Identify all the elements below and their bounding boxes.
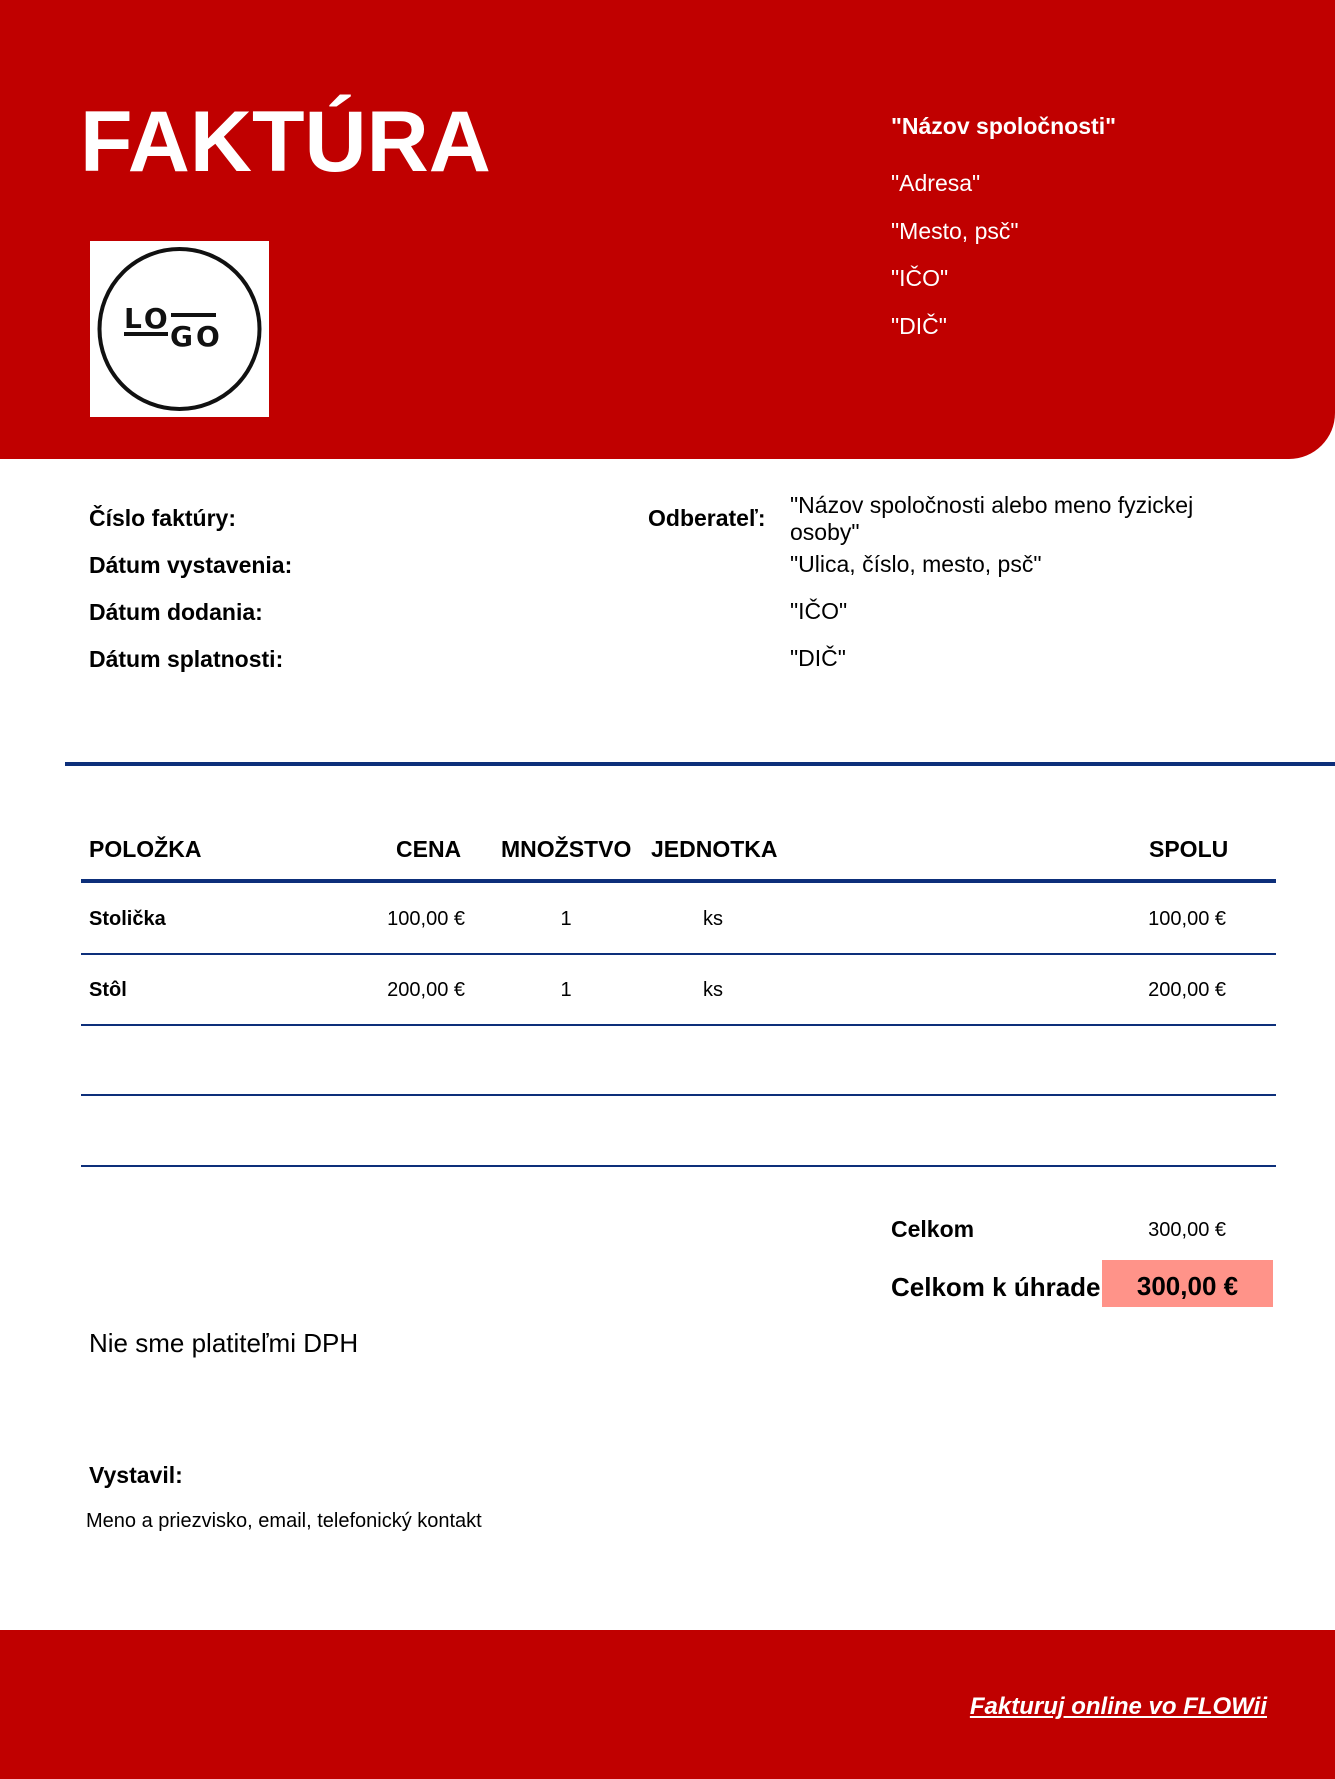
- table-row-rule: [81, 1024, 1276, 1026]
- seller-ico: "IČO": [891, 265, 949, 291]
- row1-quantity: 1: [560, 908, 572, 930]
- table-row-rule: [81, 953, 1276, 955]
- company-logo: [90, 241, 269, 417]
- buyer-label: Odberateľ:: [648, 505, 766, 531]
- row1-unit: ks: [703, 908, 723, 930]
- logo-icon: [90, 241, 269, 417]
- issuer-contact: Meno a priezvisko, email, telefonický kontakt: [86, 1510, 482, 1532]
- vat-note: Nie sme platiteľmi DPH: [89, 1328, 359, 1358]
- table-row-rule: [81, 1165, 1276, 1167]
- col-header-unit: JEDNOTKA: [651, 836, 778, 862]
- issue-date-label: Dátum vystavenia:: [89, 552, 293, 578]
- table-header-rule: [81, 879, 1276, 883]
- buyer-name-line2: osoby": [790, 519, 860, 545]
- col-header-price: CENA: [396, 836, 462, 862]
- due-date-label: Dátum splatnosti:: [89, 646, 284, 672]
- flowii-link[interactable]: Fakturuj online vo FLOWii: [969, 1693, 1267, 1720]
- section-divider: [65, 762, 1335, 766]
- row1-price: 100,00 €: [387, 908, 465, 930]
- svg-text:GO: GO: [170, 320, 223, 353]
- amount-due-value: 300,00 €: [1136, 1271, 1239, 1301]
- table-row-rule: [81, 1094, 1276, 1096]
- row2-price: 200,00 €: [387, 979, 465, 1001]
- row2-quantity: 1: [560, 979, 572, 1001]
- seller-company-name: "Názov spoločnosti": [891, 113, 1117, 139]
- row2-total: 200,00 €: [1148, 979, 1226, 1001]
- invoice-number-label: Číslo faktúry:: [89, 505, 236, 531]
- buyer-dic: "DIČ": [790, 645, 846, 671]
- row2-unit: ks: [703, 979, 723, 1001]
- svg-text:LO: LO: [124, 302, 171, 335]
- seller-dic: "DIČ": [891, 313, 947, 339]
- seller-address: "Adresa": [891, 170, 981, 196]
- delivery-date-label: Dátum dodania:: [89, 599, 263, 625]
- issuer-label: Vystavil:: [89, 1462, 183, 1488]
- subtotal-label: Celkom: [891, 1216, 975, 1242]
- col-header-item: POLOŽKA: [89, 836, 202, 862]
- row1-item: Stolička: [89, 908, 166, 930]
- row2-item: Stôl: [89, 979, 127, 1001]
- col-header-quantity: MNOŽSTVO: [501, 836, 632, 862]
- row1-total: 100,00 €: [1148, 908, 1226, 930]
- col-header-total: SPOLU: [1149, 836, 1229, 862]
- seller-city: "Mesto, psč": [891, 218, 1019, 244]
- buyer-address: "Ulica, číslo, mesto, psč": [790, 551, 1042, 577]
- invoice-title: FAKTÚRA: [80, 94, 491, 190]
- buyer-ico: "IČO": [790, 598, 848, 624]
- subtotal-value: 300,00 €: [1148, 1219, 1226, 1241]
- buyer-name-line1: "Názov spoločnosti alebo meno fyzickej: [790, 492, 1194, 518]
- amount-due-label: Celkom k úhrade: [891, 1272, 1101, 1302]
